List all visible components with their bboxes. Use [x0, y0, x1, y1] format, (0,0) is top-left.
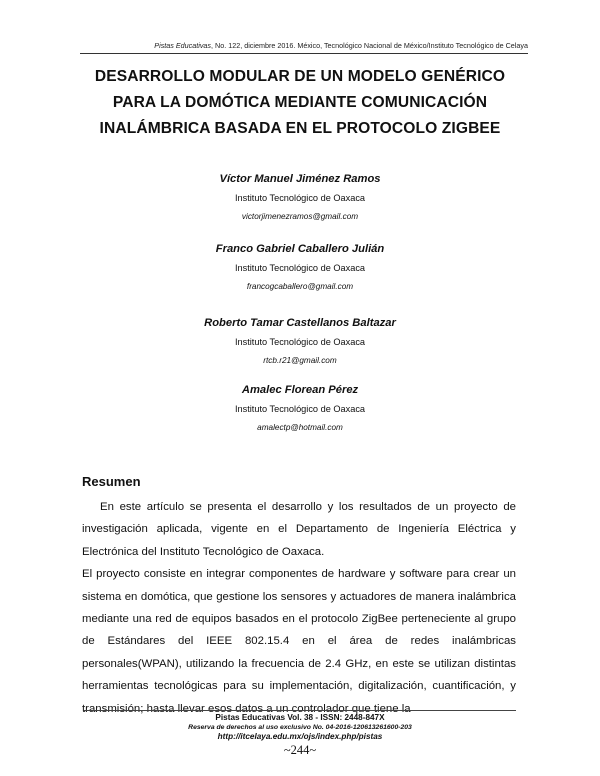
footer [0, 713, 600, 742]
title-line: DESARROLLO MODULAR DE UN MODELO GENÉRICO [94, 68, 506, 85]
title-line: PARA LA DOMÓTICA MEDIANTE COMUNICACIÓN [112, 94, 488, 111]
author-institution: Instituto Tecnológico de Oaxaca [234, 263, 366, 273]
running-header [80, 41, 528, 50]
author-name: Víctor Manuel Jiménez Ramos [219, 173, 381, 185]
footer-journal-issn: Pistas Educativas Vol. 38 - ISSN: 2448-847X [215, 713, 385, 722]
author-email[interactable]: amalectp@hotmail.com [257, 423, 343, 432]
author-email[interactable]: francogcaballero@gmail.com [246, 282, 354, 291]
author-email[interactable]: victorjimenezramos@gmail.com [241, 212, 359, 221]
page-number: ~244~ [283, 743, 317, 757]
abstract-heading: Resumen [82, 474, 141, 489]
journal-name: Pistas Educativas [154, 41, 212, 50]
author-block [0, 316, 600, 366]
header-divider [80, 53, 528, 54]
author-block [0, 383, 600, 433]
footer-reserve-rights: Reserva de derechos al uso exclusivo No. 04-2016-120613261600-203 [188, 724, 412, 731]
abstract-paragraph: El proyecto consiste en integrar componentes de hardware y software para crear un sistema en domótica, que gestione los sensores y actuadores de manera inalámbrica mediante una red de equipos basados en el protocolo ZigBee perteneciente al grupo de Estándares del IEEE 802.15.4 en el área de redes inalámbricas personales(WPAN), utilizando la frecuencia de 2.4 GHz, en este se utilizan distintas herramientas tecnológicas para su implementación, digitalización, cuantificación, y transmisión; hasta llevar esos datos a un controlador que tiene la [82, 568, 516, 715]
author-institution: Instituto Tecnológico de Oaxaca [234, 404, 366, 414]
abstract-paragraph: En este artículo se presenta el desarrollo y los resultados de un proyecto de investigación aplicada, vigente en el Departamento de Ingeniería Eléctrica y Electrónica del Instituto Tecnológico de Oaxaca. [82, 501, 516, 558]
author-name: Franco Gabriel Caballero Julián [215, 243, 385, 255]
abstract-body [82, 496, 516, 720]
author-institution: Instituto Tecnológico de Oaxaca [234, 193, 366, 203]
paper-title [70, 64, 530, 142]
footer-divider [84, 710, 516, 711]
author-name: Amalec Florean Pérez [241, 384, 359, 396]
author-institution: Instituto Tecnológico de Oaxaca [234, 337, 366, 347]
title-line: INALÁMBRICA BASADA EN EL PROTOCOLO ZIGBEE [99, 120, 501, 137]
running-header-details: , No. 122, diciembre 2016. México, Tecnológico Nacional de México/Instituto Tecnológico de Celaya [211, 41, 528, 50]
author-email[interactable]: rtcb.r21@gmail.com [263, 356, 337, 365]
author-name: Roberto Tamar Castellanos Baltazar [204, 317, 396, 329]
author-block [0, 242, 600, 292]
author-block [0, 172, 600, 222]
footer-url-link[interactable]: http://itcelaya.edu.mx/ojs/index.php/pistas [217, 732, 383, 741]
